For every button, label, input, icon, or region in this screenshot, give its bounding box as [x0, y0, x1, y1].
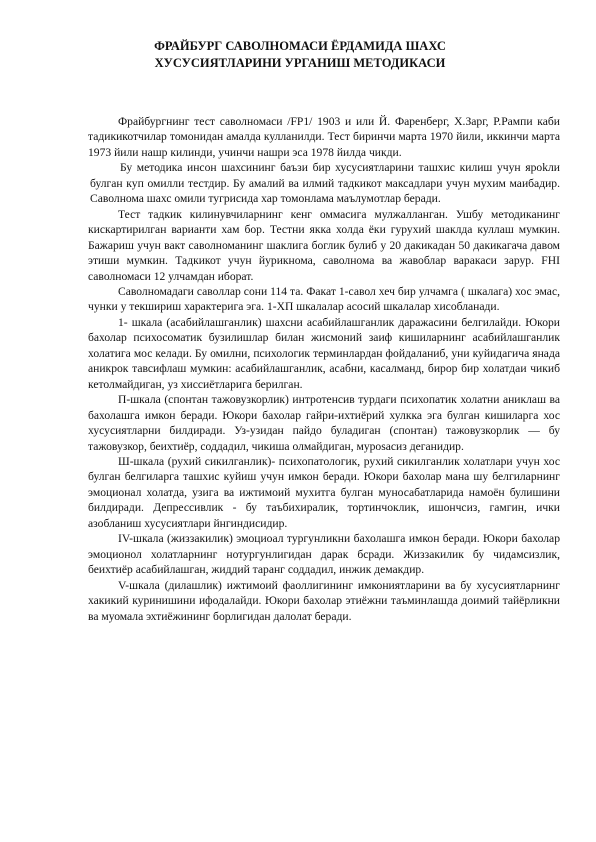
title-line-1: ФРАЙБУРГ САВОЛНОМАСИ ЁРДАМИДА ШАХС [154, 39, 446, 53]
paragraph: Тест тадкик килинувчиларнинг кенг оммасига мулжалланган. Ушбу методиканинг кискартирилган варианти хам бор. Тестни якка холда ёки гурухий шаклда куллаш мумкин. Бажариш учун вакт саволноманинг шаклига боглик булиб у 20 дакикадан 50 дакикагача давом этиши мумкин. Тадкикот учун йурикнома, саволнома ва жавоблар варакаси зарур. FHI саволномаси 12 улчамдан иборат. [88, 207, 560, 283]
paragraph: 1- шкала (асабийлашганлик) шахсни асабийлашганлик даражасини белгилайди. Юкори бахолар психосоматик бузилишлар билан жисмоний заиф кишиларнинг асабийлашганлик холатига мос келади. Бу омилни, психологик терминлардан фойдаланиб, уни куйидагича янада аникрок тавсифлаш мумкин: асабийлашганлик, асабни, касалманд, бирор бир холатдаи чикиб кетолмайдиган, уз хиссиётларига берилган. [88, 315, 560, 391]
paragraph: Саволномадаги саволлар сони 114 та. Факат 1-савол хеч бир улчамга ( шкалага) хос эмас, чунки у текшириш характерига эга. 1-ХП шкалалар асосий шкалалар хисобланади. [88, 284, 560, 314]
title-line-2: ХУСУСИЯТЛАРИНИ УРГАНИШ МЕТОДИКАСИ [154, 56, 446, 70]
paragraph: Ш-шкала (рухий сикилганлик)- психопатологик, рухий сикилганлик холатлари учун хос булган белгиларга ташхис куйиш учун имкон беради. Юкори бахолар мана шу белгиларнинг эмоционал холатда, узига ва ижтимоий мухитга булган муносабатларида намоён булишини билдиради. Депрессивлик - бу таъбихиралик, тортинчоклик, ишончсиз, гамгин, ички азобланиш хусусиятлари йнгиндисидир. [88, 454, 560, 530]
document-body [88, 114, 560, 624]
document-title [130, 38, 470, 72]
paragraph: Бу методика инсон шахсининг баъзи бир хусусиятларини ташхис килиш учун яроkли булган куп омилли тестдир. Бу амалий ва илмий тадкикот максадлари учун мухим маибадир. Саволнома шахс омили тугрисида хар томонлама маълумотлар беради. [90, 161, 560, 206]
paragraph: V-шкала (дилашлик) ижтимоий фаоллигининг имкониятларини ва бу хусусиятларнинг хакикий куринишини ифодалайди. Юкори бахолар этиёжни таъминлашда доимий тайёрликни ва муомала эхтиёжининг борлигидан далолат беради. [88, 578, 560, 623]
paragraph: IV-шкала (жиззакилик) эмоциоал тургунликни бахолашга имкон беради. Юкори бахолар эмоционол холатларнинг нотургунлигидан дарак бсради. Жиззакилик бу чидамсизлик, беихтиёр асабийлашган, жиддий таранг соддадил, инжик демакдир. [88, 532, 560, 577]
paragraph: Фрайбургнинг тест саволномаси /FP1/ 1903 и или Й. Фаренберг, Х.Зарг, Р.Рампи каби тадикикотчилар томонидан амалда кулланилди. Тест биринчи марта 1970 йили, иккинчи марта 1973 йили нашр килинди, учинчи нашри эса 1978 йилда чикди. [88, 115, 560, 159]
paragraph: П-шкала (спонтан тажовузкорлик) интротенсив турдаги психопатик холатни аниклаш ва бахолашга имкон беради. Юкори бахолар гайри-ихтиёрий хулкка эга булган кишиларга хос хусусиятларни билдиради. Уз-узидан пайдо буладиган (спонтан) тажовузкорлик — бу тажовузкор, беихтиёр, соддадил, чикиша олмайдиган, мурosaсиз деганидир. [88, 393, 560, 453]
